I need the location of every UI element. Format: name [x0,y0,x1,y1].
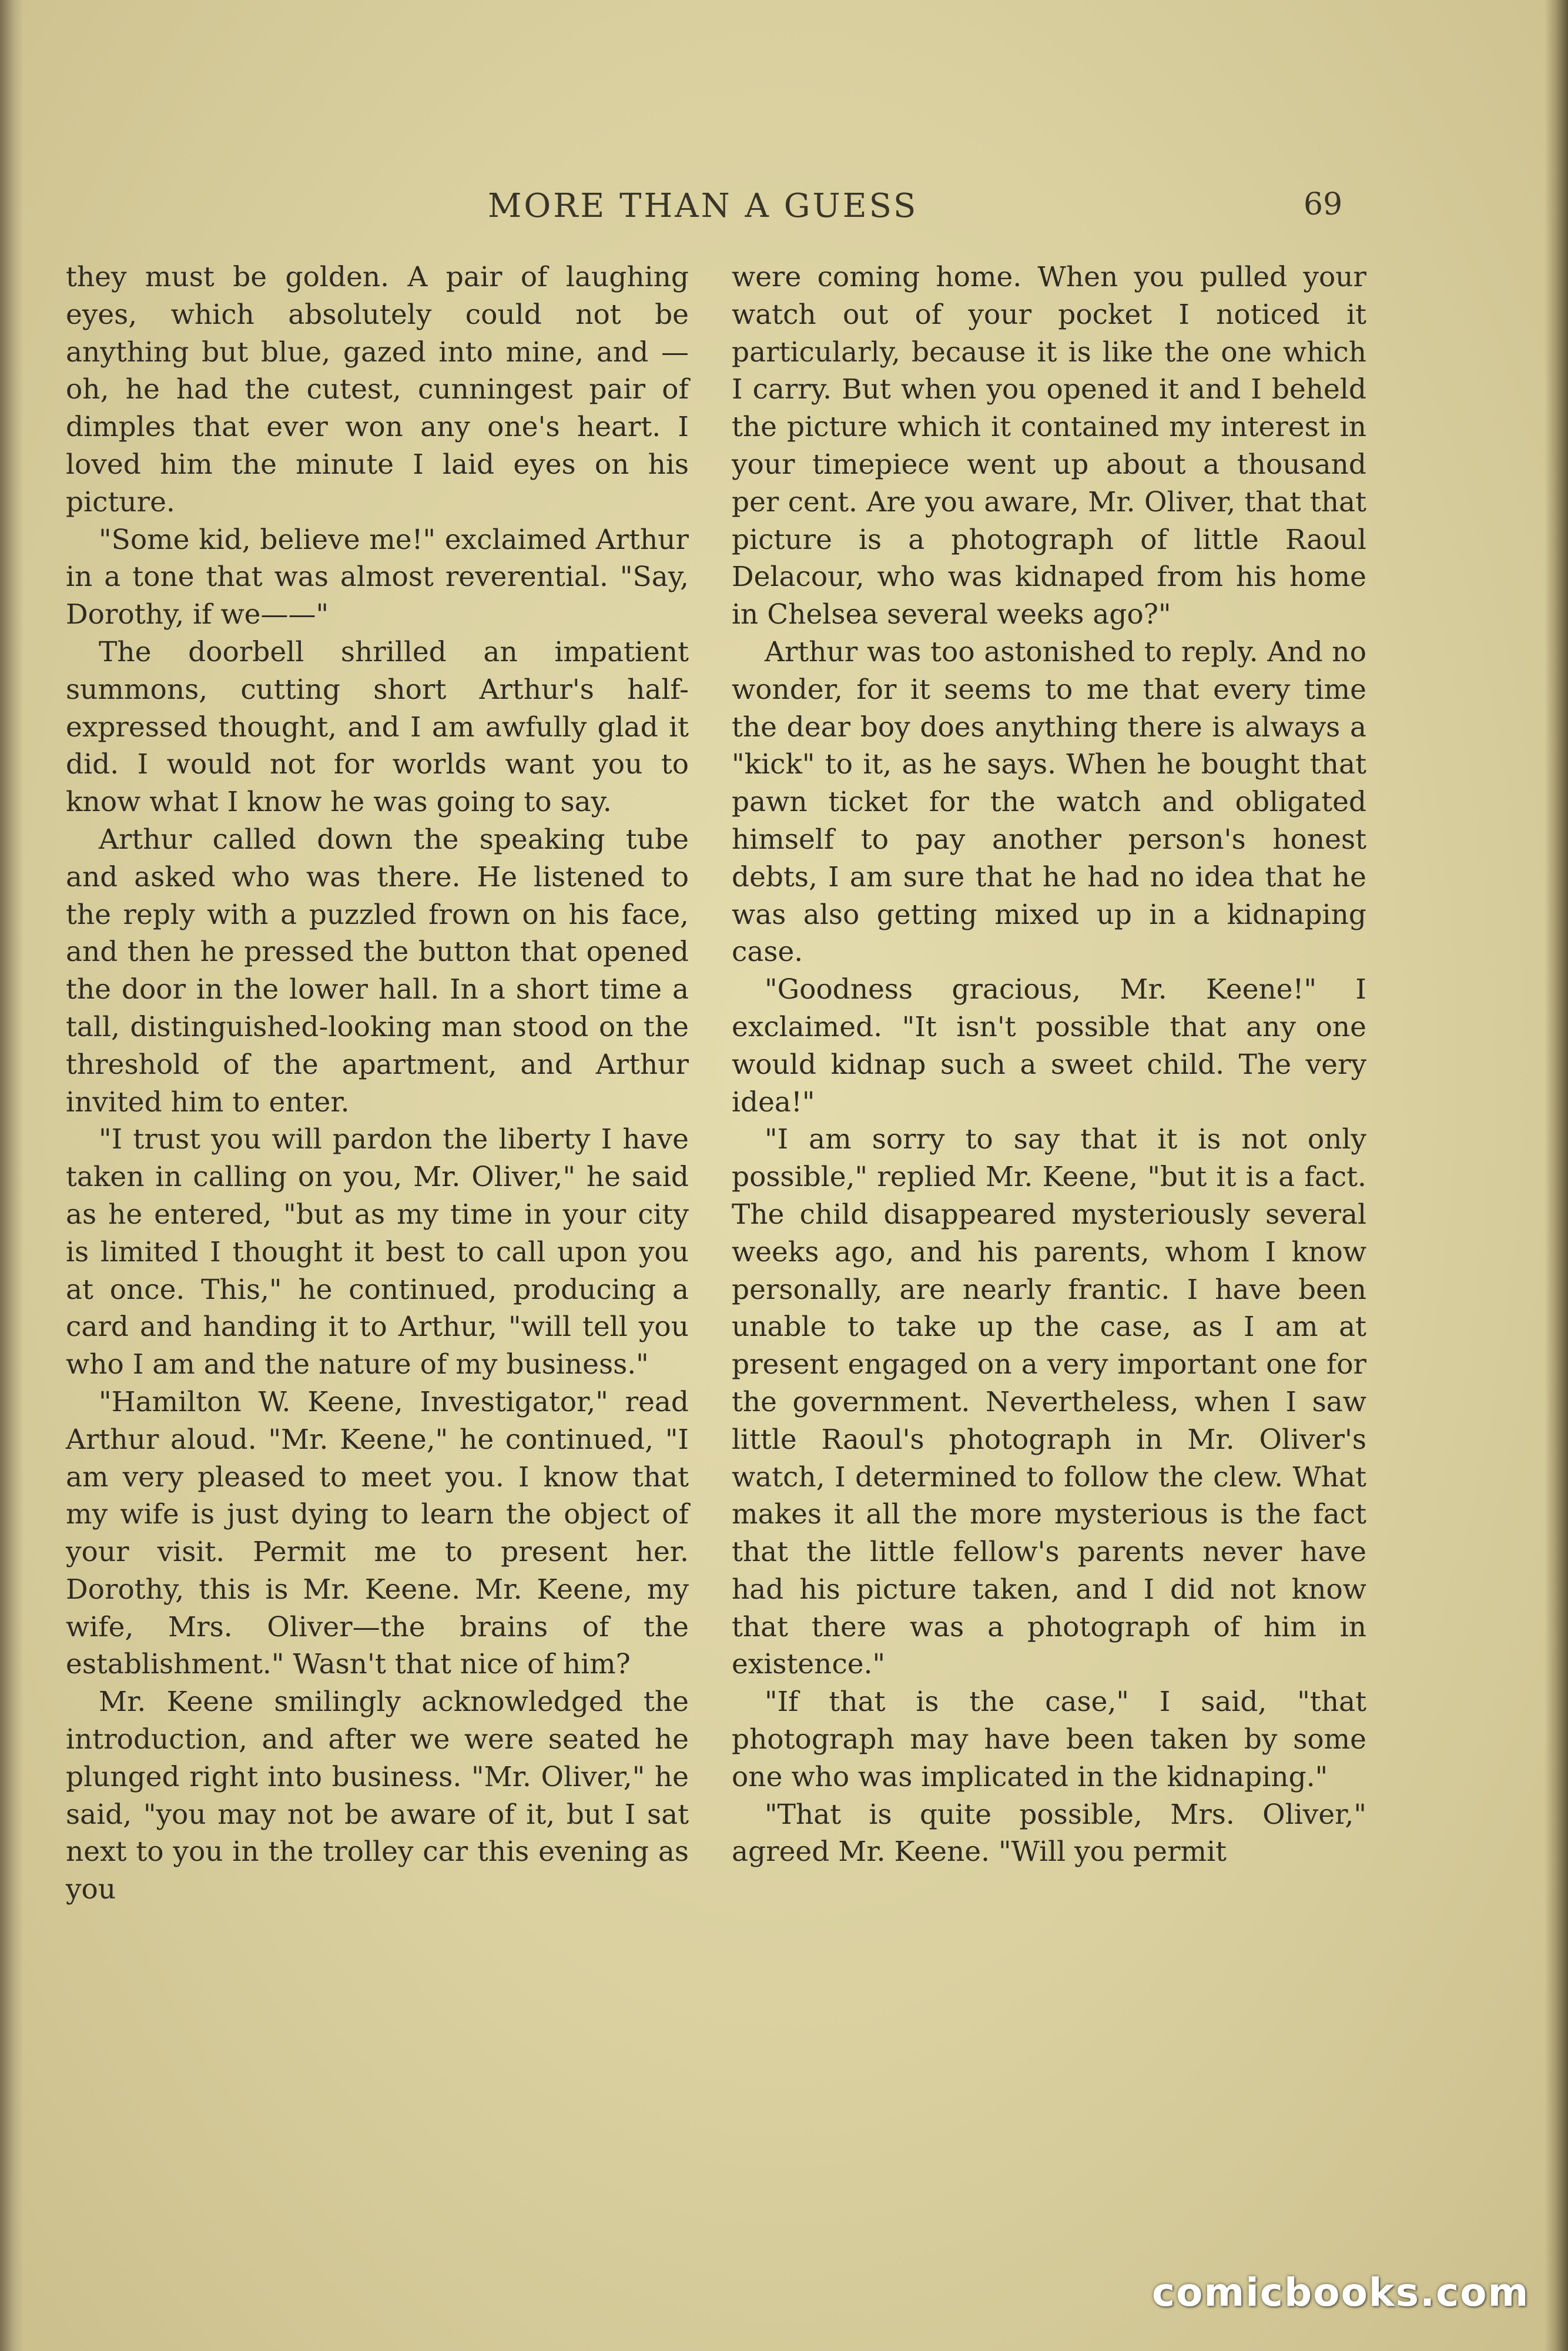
paragraph: Arthur was too astonished to reply. And no wonder, for it seems to me that every time the dear boy does anything there is always a "kick" to it, as he says. When he bought that pawn ticket for the watch and obligated himself to pay another person's honest debts, I am sure that he had no idea that he was also getting mixed up in a kidnaping case. [732,635,1366,969]
paragraph: they must be golden. A pair of laughing eyes, which absolutely could not be anything but blue, gazed into mine, and —oh, he had the cutest, cunningest pair of dimples that ever won any one's heart. I loved him the minute I laid eyes on his picture. [66,261,689,518]
paragraph: "Hamilton W. Keene, Investigator," read Arthur aloud. "Mr. Keene," he continued, "I am very pleased to meet you. I know that my wife is just dying to learn the object of your visit. Permit me to present her. Dorothy, this is Mr. Keene. Mr. Keene, my wife, Mrs. Oliver—the brains of the establishment." Wasn't that nice of him? [66,1385,689,1681]
paragraph: "I trust you will pardon the liberty I have taken in calling on you, Mr. Oliver," he said as he entered, "but as my time in your city is limited I thought it best to call upon you at once. This," he continued, producing a card and handing it to Arthur, "will tell you who I am and the nature of my business." [66,1123,689,1381]
page-gutter-shadow [0,0,24,2351]
page-number: 69 [1304,187,1343,222]
paragraph: The doorbell shrilled an impatient summons, cutting short Arthur's half-expressed thought, and I am awfully glad it did. I would not for worlds want you to know what I know he was going to say. [66,635,689,819]
text-column-left [66,259,689,1908]
paragraph: were coming home. When you pulled your watch out of your pocket I noticed it particularly, because it is like the one which I carry. But when you opened it and I beheld the picture which it contained my interest in your timepiece went up about a thousand per cent. Are you aware, Mr. Oliver, that that picture is a photograph of little Raoul Delacour, who was kidnaped from his home in Chelsea several weeks ago?" [732,261,1366,631]
running-head [0,187,1568,234]
paragraph: Arthur called down the speaking tube and asked who was there. He listened to the reply with a puzzled frown on his face, and then he pressed the button that opened the door in the lower hall. In a short time a tall, distinguished-looking man stood on the threshold of the apartment, and Arthur invited him to enter. [66,823,689,1118]
paragraph: "I am sorry to say that it is not only possible," replied Mr. Keene, "but it is a fact. The child disappeared mysteriously several weeks ago, and his parents, whom I know personally, are nearly frantic. I have been unable to take up the case, as I am at present engaged on a very important one for the government. Nevertheless, when I saw little Raoul's photograph in Mr. Oliver's watch, I determined to follow the clew. What makes it all the more mysterious is the fact that the little fellow's parents never have had his picture taken, and I did not know that there was a photograph of him in existence." [732,1123,1366,1681]
paragraph: "Goodness gracious, Mr. Keene!" I exclaimed. "It isn't possible that any one would kidnap such a sweet child. The very idea!" [732,973,1366,1118]
paragraph: Mr. Keene smilingly acknowledged the introduction, and after we were seated he plunged right into business. "Mr. Oliver," he said, "you may not be aware of it, but I sat next to you in the trolley car this evening as you [66,1686,689,1906]
paragraph: "That is quite possible, Mrs. Oliver," agreed Mr. Keene. "Will you permit [732,1798,1366,1868]
page-edge-shadow [1544,0,1568,2351]
running-head-title: MORE THAN A GUESS [488,187,919,225]
watermark: comicbooks.com [1152,2270,1530,2315]
paragraph: "Some kid, believe me!" exclaimed Arthur in a tone that was almost reverential. "Say, Dorothy, if we——" [66,523,689,631]
paragraph: "If that is the case," I said, "that photograph may have been taken by some one who was implicated in the kidnaping." [732,1686,1366,1793]
text-column-right [732,259,1366,1871]
